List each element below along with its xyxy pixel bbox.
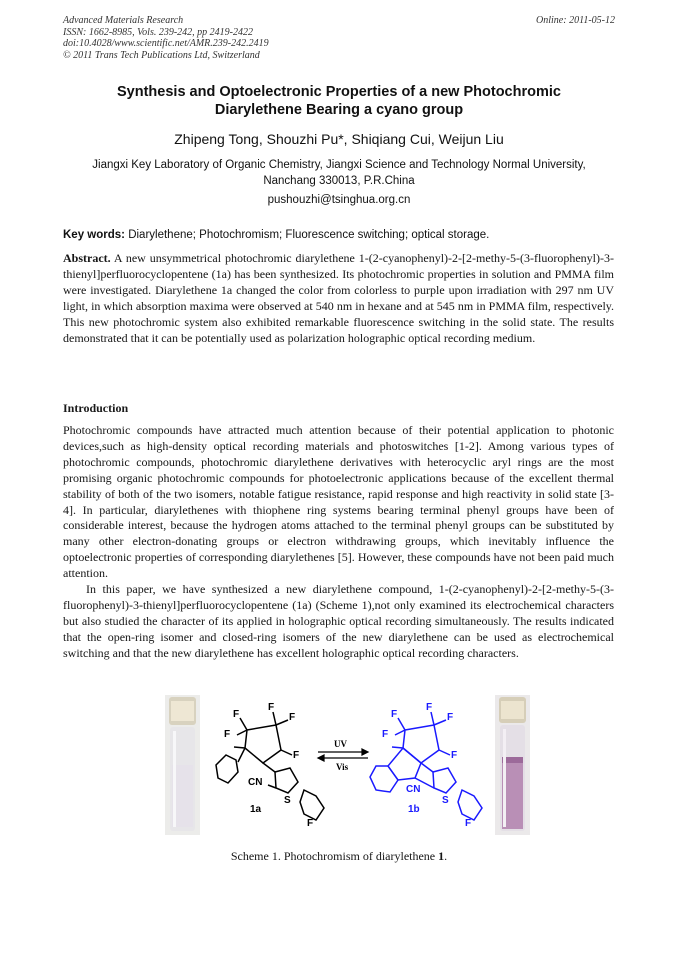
open-ring-f-label: F bbox=[307, 818, 314, 829]
abstract-text: A new unsymmetrical photochromic diarylethene 1-(2-cyanophenyl)-2-[2-methy-5-(3-fluorophenyl)-3-thienyl]perfluorocyclopentene (1a) has been synthesized. Its photochromic properties in solution and PMMA film were investigated. Diarylethene 1a changed the color from colorless to purple upon irradiation with 297 nm UV light, in which absorption maxima were observed at 540 nm in hexane and at 545 nm in PMMA film, respectively. This new photochromic system also exhibited remarkable fluorescence switching in the solid state. The results demonstrated that it can be potentially used as polarization holographic optical recording medium. bbox=[63, 251, 614, 345]
caption-prefix: Scheme 1. Photochromism of diarylethene bbox=[230, 849, 439, 863]
closed-f-label-2: F bbox=[382, 729, 389, 740]
keywords-label: Key words: bbox=[63, 229, 125, 241]
paper-title bbox=[60, 83, 618, 119]
online-date: Online: 2011-05-12 bbox=[536, 15, 615, 26]
affiliation bbox=[60, 157, 618, 189]
caption-suffix: . bbox=[444, 849, 448, 863]
open-f-label-1: F bbox=[233, 709, 240, 720]
closed-cn-label: CN bbox=[406, 784, 421, 795]
scheme-caption bbox=[60, 849, 618, 864]
author-list: Zhipeng Tong, Shouzhi Pu*, Shiqiang Cui, Weijun Liu bbox=[174, 131, 504, 147]
affiliation-line-2: Nanchang 330013, P.R.China bbox=[263, 175, 415, 187]
uv-label: UV bbox=[334, 739, 347, 749]
compound-1a-label: 1a bbox=[250, 804, 262, 815]
journal-header bbox=[63, 15, 269, 61]
closed-s-label: S bbox=[442, 795, 449, 806]
open-f-label-3: F bbox=[268, 702, 275, 713]
copyright-line: © 2011 Trans Tech Publications Ltd, Switzerland bbox=[63, 49, 260, 61]
title-line-2: Diarylethene Bearing a cyano group bbox=[214, 102, 464, 118]
journal-name: Advanced Materials Research bbox=[63, 15, 184, 26]
colorless-vial-photo bbox=[165, 695, 200, 835]
closed-f-label-5: F bbox=[451, 750, 458, 761]
open-s-label: S bbox=[284, 795, 291, 806]
abstract bbox=[63, 251, 614, 346]
doi-line: doi:10.4028/www.scientific.net/AMR.239-242.2419 bbox=[63, 38, 269, 49]
affiliation-line-1: Jiangxi Key Laboratory of Organic Chemistry, Jiangxi Science and Technology Normal University, bbox=[92, 159, 586, 171]
abstract-label: Abstract. bbox=[63, 251, 111, 265]
purple-vial-photo bbox=[495, 695, 530, 835]
introduction-heading: Introduction bbox=[63, 401, 129, 415]
vis-label: Vis bbox=[336, 762, 349, 772]
open-f-label-2: F bbox=[224, 729, 231, 740]
intro-paragraph-1: Photochromic compounds have attracted much attention because of their potential application to photonic devices,such as high-density optical recording materials and photoswitches [1-2]. Among various types of photochromic compounds, photochromic diarylethene derivatives with heterocyclic aryl rings are the most promising organic photochromic compounds for photoelectronic applications because of the excellent thermal stability of both of the two isomers, notable fatigue resistance, rapid response and high reactivity in solid state [3-4]. In particular, diarylethenes with thiophene ring systems bearing terminal phenyl groups have been of considerable interest, because the hydrogen atoms attached to the terminal phenyl groups can be substituted by many other electron-donating groups or electron withdrawing groups, which inevitably influence the optoelectronic properties of corresponding diarylethenes [5]. However, these compounds have not been paid much attention. bbox=[63, 423, 614, 581]
keywords bbox=[63, 229, 615, 241]
title-line-1: Synthesis and Optoelectronic Properties of a new Photochromic bbox=[117, 84, 561, 100]
open-f-label-5: F bbox=[293, 750, 300, 761]
caption-compound-number: 1 bbox=[438, 849, 445, 863]
corresponding-email: pushouzhi@tsinghua.org.cn bbox=[267, 194, 411, 206]
photochromic-reaction-diagram bbox=[210, 700, 490, 830]
compound-1b-label: 1b bbox=[408, 804, 420, 815]
closed-ring-f-label: F bbox=[465, 818, 472, 829]
closed-f-label-1: F bbox=[391, 709, 398, 720]
intro-paragraph-2: In this paper, we have synthesized a new diarylethene compound, 1-(2-cyanophenyl)-2-[2-methy-5-(3-fluorophenyl)-3-thienyl]perfluorocyclopentene (1a) (Scheme 1),not only examined its electrochemical characters but also studied the character of its applied in holographic optical recording simultaneously. The results indicated that the open-ring isomer and closed-ring isomers of the new diarylethene can be used as electrochemical switching and that the new diarylethene has excellent holographic optical recording characters. bbox=[63, 582, 614, 660]
issn-line: ISSN: 1662-8985, Vols. 239-242, pp 2419-2422 bbox=[63, 26, 253, 38]
scheme-figure bbox=[165, 695, 525, 845]
closed-f-label-3: F bbox=[426, 702, 433, 713]
keywords-text: Diarylethene; Photochromism; Fluorescence switching; optical storage. bbox=[125, 229, 490, 241]
closed-f-label-4: F bbox=[447, 712, 454, 723]
open-f-label-4: F bbox=[289, 712, 296, 723]
open-cn-label: CN bbox=[248, 777, 263, 788]
open-isomer-structure bbox=[216, 712, 324, 820]
equilibrium-arrows bbox=[318, 749, 368, 761]
